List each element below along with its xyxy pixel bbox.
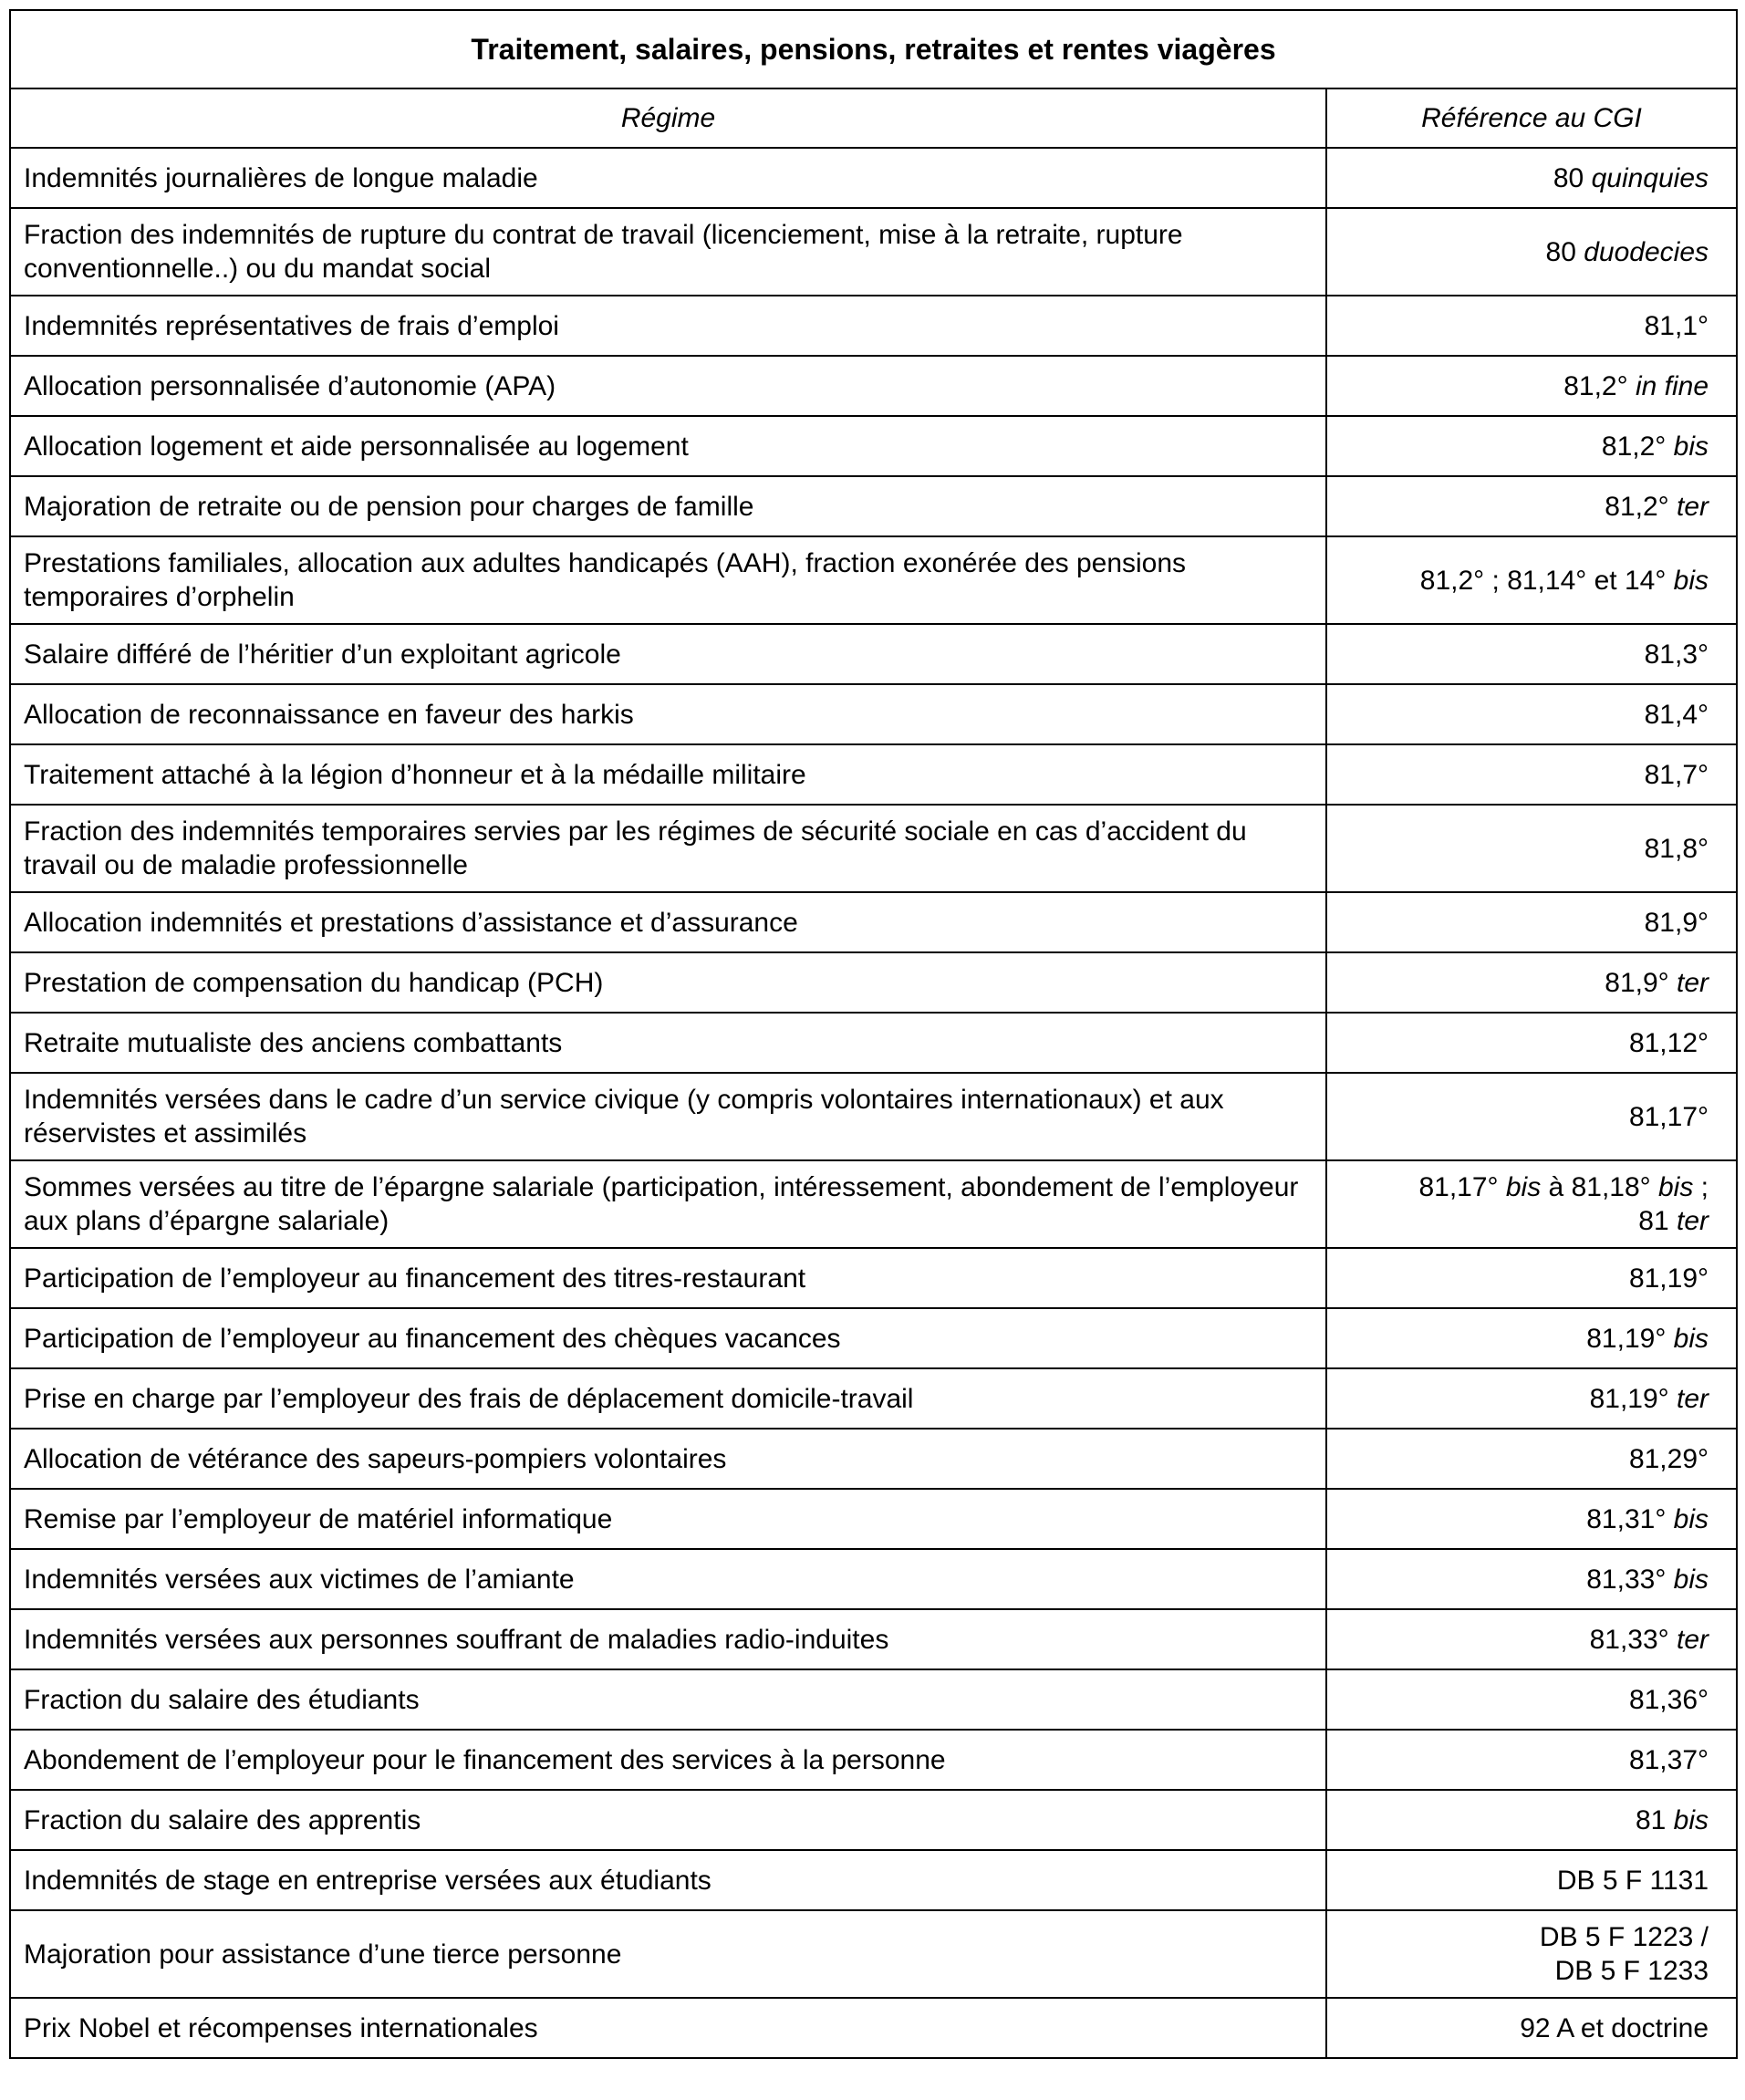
table-row [10,684,1737,744]
reference-text: 92 A et doctrine [1520,2012,1709,2043]
column-header-reference: Référence au CGI [1326,88,1737,148]
reference-text: 81,33° [1586,1564,1674,1595]
regime-cell: Indemnités versées aux personnes souffrant de maladies radio-induites [10,1609,1326,1669]
regime-cell: Prise en charge par l’employeur des frais de déplacement domicile-travail [10,1368,1326,1429]
reference-text: à 81,18° [1541,1172,1658,1202]
reference-cell [1326,1308,1737,1368]
reference-text: 81,1° [1644,310,1709,341]
regime-cell: Sommes versées au titre de l’épargne salariale (participation, intéressement, abondement de l’employeur aux plans d’épargne salariale) [10,1160,1326,1248]
reference-italic-text: ter [1677,491,1709,522]
reference-text: DB 5 F 1131 [1556,1865,1709,1896]
table-row [10,1850,1737,1910]
regime-cell: Fraction des indemnités de rupture du contrat de travail (licenciement, mise à la retraite, rupture conventionnelle..) ou du mandat social [10,208,1326,296]
column-header-regime: Régime [10,88,1326,148]
reference-text: 80 [1553,162,1592,193]
reference-italic-text: ter [1677,1624,1709,1655]
table-row [10,892,1737,952]
table-row [10,356,1737,416]
reference-text: 81,2° [1601,431,1674,462]
regime-cell: Salaire différé de l’héritier d’un exploitant agricole [10,624,1326,684]
reference-text: 81,19° [1628,1263,1709,1294]
reference-text: 81,17° [1418,1172,1506,1202]
reference-italic-text: in fine [1635,370,1709,401]
reference-italic-text: bis [1673,1564,1709,1595]
regimes-table [9,9,1738,2059]
reference-text: 81,3° [1644,639,1709,670]
table-row [10,1998,1737,2058]
table-row [10,1429,1737,1489]
reference-text: 81,8° [1644,833,1709,864]
table-row [10,208,1737,296]
regime-cell: Allocation de reconnaissance en faveur des harkis [10,684,1326,744]
regime-cell: Prestation de compensation du handicap (PCH) [10,952,1326,1013]
table-row [10,1790,1737,1850]
reference-text: 80 [1545,236,1584,267]
table-title: Traitement, salaires, pensions, retraites et rentes viagères [10,10,1737,88]
reference-cell [1326,416,1737,476]
regime-cell: Fraction du salaire des apprentis [10,1790,1326,1850]
reference-cell [1326,892,1737,952]
table-row [10,1549,1737,1609]
table-row [10,1730,1737,1790]
reference-text: ; [1693,1172,1709,1202]
regime-cell: Allocation logement et aide personnalisée au logement [10,416,1326,476]
reference-italic-text: ter [1677,967,1709,998]
regime-cell: Traitement attaché à la légion d’honneur et à la médaille militaire [10,744,1326,805]
regime-cell: Prestations familiales, allocation aux adultes handicapés (AAH), fraction exonérée des pensions temporaires d’orphelin [10,536,1326,624]
reference-italic-text: bis [1673,1503,1709,1534]
reference-text: 81,7° [1644,759,1709,790]
table-body [10,148,1737,2058]
reference-cell [1326,1013,1737,1073]
reference-cell [1326,1549,1737,1609]
reference-text: 81 [1635,1804,1674,1835]
reference-cell [1326,536,1737,624]
reference-text: 81,19° [1589,1383,1677,1414]
reference-text: DB 5 F 1223 / [1539,1922,1709,1952]
reference-cell [1326,296,1737,356]
reference-cell [1326,744,1737,805]
reference-text: 81,29° [1628,1443,1709,1474]
reference-text: 81,2° [1563,370,1636,401]
reference-cell [1326,952,1737,1013]
reference-cell [1326,1669,1737,1730]
reference-cell [1326,1429,1737,1489]
reference-cell [1326,476,1737,536]
reference-cell [1326,1609,1737,1669]
reference-cell [1326,208,1737,296]
regime-cell: Indemnités représentatives de frais d’emploi [10,296,1326,356]
regime-cell: Allocation personnalisée d’autonomie (APA) [10,356,1326,416]
table-row [10,476,1737,536]
reference-italic-text: ter [1677,1206,1709,1236]
table-row [10,744,1737,805]
reference-text: 81,4° [1644,699,1709,730]
reference-cell [1326,1073,1737,1160]
reference-italic-text: bis [1673,1804,1709,1835]
reference-text: 81,36° [1628,1684,1709,1715]
reference-text: 81,37° [1628,1744,1709,1775]
reference-italic-text: duodecies [1584,236,1709,267]
table-row [10,1910,1737,1998]
reference-text: 81,17° [1628,1101,1709,1132]
reference-text: 81,19° [1586,1323,1674,1354]
table-row [10,1609,1737,1669]
table-row [10,148,1737,208]
reference-italic-text: ter [1677,1383,1709,1414]
regime-cell: Fraction des indemnités temporaires servies par les régimes de sécurité sociale en cas d’accident du travail ou de maladie professionnelle [10,805,1326,892]
reference-text: 81,9° [1644,907,1709,938]
table-row [10,952,1737,1013]
table-row [10,1368,1737,1429]
reference-italic-text: bis [1673,565,1709,596]
table-row [10,624,1737,684]
reference-cell [1326,684,1737,744]
regime-cell: Allocation de vétérance des sapeurs-pompiers volontaires [10,1429,1326,1489]
regime-cell: Allocation indemnités et prestations d’assistance et d’assurance [10,892,1326,952]
regime-cell: Participation de l’employeur au financement des titres-restaurant [10,1248,1326,1308]
table-row [10,1669,1737,1730]
reference-cell [1326,1160,1737,1248]
reference-cell [1326,1730,1737,1790]
regime-cell: Fraction du salaire des étudiants [10,1669,1326,1730]
regime-cell: Retraite mutualiste des anciens combattants [10,1013,1326,1073]
reference-cell [1326,624,1737,684]
reference-italic-text: quinquies [1591,162,1709,193]
reference-cell [1326,805,1737,892]
table-row [10,1160,1737,1248]
reference-italic-text: bis [1657,1172,1694,1202]
reference-text: 81,9° [1605,967,1677,998]
reference-cell [1326,1790,1737,1850]
regime-cell: Indemnités versées aux victimes de l’amiante [10,1549,1326,1609]
table-row [10,1489,1737,1549]
reference-text: 81 [1638,1206,1677,1236]
regime-cell: Indemnités de stage en entreprise versées aux étudiants [10,1850,1326,1910]
table-row [10,416,1737,476]
reference-text: 81,2° [1605,491,1677,522]
reference-cell [1326,1489,1737,1549]
regime-cell: Indemnités journalières de longue maladie [10,148,1326,208]
table-row [10,536,1737,624]
reference-text: DB 5 F 1233 [1554,1956,1709,1986]
table-row [10,1073,1737,1160]
reference-text: 81,33° [1589,1624,1677,1655]
reference-italic-text: bis [1505,1172,1542,1202]
reference-cell [1326,1850,1737,1910]
regime-cell: Remise par l’employeur de matériel informatique [10,1489,1326,1549]
regime-cell: Abondement de l’employeur pour le financement des services à la personne [10,1730,1326,1790]
table-row [10,296,1737,356]
reference-italic-text: bis [1673,431,1709,462]
reference-cell [1326,1998,1737,2058]
regime-cell: Prix Nobel et récompenses internationales [10,1998,1326,2058]
regimes-table-container [9,9,1736,2059]
reference-cell [1326,1368,1737,1429]
reference-text: 81,12° [1628,1027,1709,1058]
regime-cell: Majoration pour assistance d’une tierce personne [10,1910,1326,1998]
table-row [10,805,1737,892]
table-row [10,1013,1737,1073]
reference-text: 81,31° [1586,1503,1674,1534]
reference-cell [1326,1910,1737,1998]
table-row [10,1308,1737,1368]
regime-cell: Indemnités versées dans le cadre d’un service civique (y compris volontaires internationaux) et aux réservistes et assimilés [10,1073,1326,1160]
reference-cell [1326,148,1737,208]
reference-text: 81,2° ; 81,14° et 14° [1419,565,1674,596]
regime-cell: Participation de l’employeur au financement des chèques vacances [10,1308,1326,1368]
reference-cell [1326,356,1737,416]
reference-cell [1326,1248,1737,1308]
regime-cell: Majoration de retraite ou de pension pour charges de famille [10,476,1326,536]
table-row [10,1248,1737,1308]
reference-italic-text: bis [1673,1323,1709,1354]
